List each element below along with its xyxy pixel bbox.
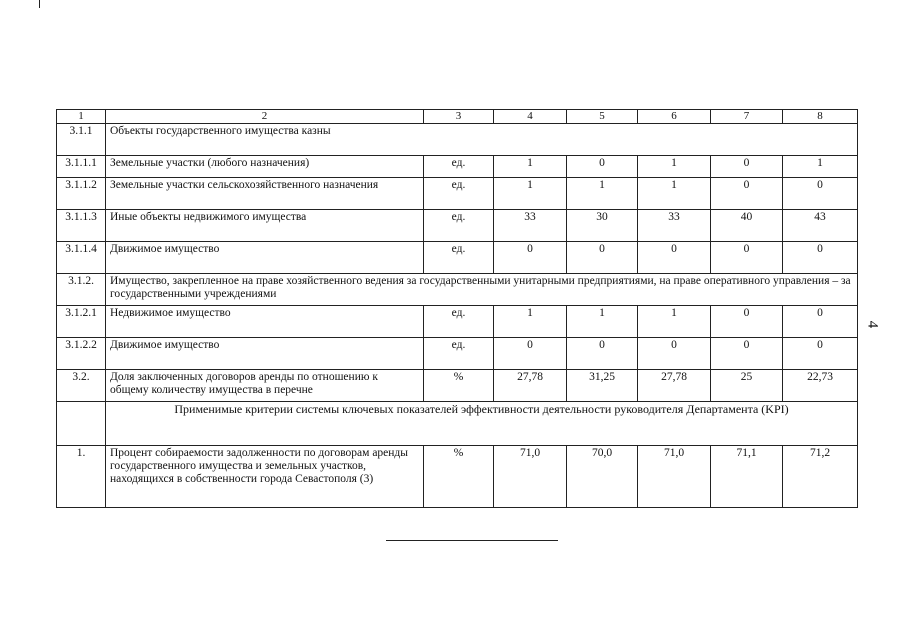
- header-cell: 5: [567, 110, 638, 124]
- row-unit: %: [424, 446, 494, 508]
- row-value: 0: [711, 306, 783, 338]
- row-code: 3.1.1: [57, 124, 106, 156]
- row-value: 0: [711, 178, 783, 210]
- row-value: 1: [638, 156, 711, 178]
- table-row: [57, 124, 858, 156]
- row-value: 1: [494, 306, 567, 338]
- header-cell: 3: [424, 110, 494, 124]
- row-code: 3.1.2.1: [57, 306, 106, 338]
- row-name: Земельные участки сельскохозяйственного назначения: [106, 178, 424, 210]
- row-value: 1: [567, 178, 638, 210]
- header-cell: 4: [494, 110, 567, 124]
- row-code: 3.1.2.2: [57, 338, 106, 370]
- row-name: Доля заключенных договоров аренды по отношению к общему количеству имущества в перечне: [106, 370, 424, 402]
- row-value: 0: [711, 242, 783, 274]
- row-value: 25: [711, 370, 783, 402]
- row-value: 0: [494, 242, 567, 274]
- table-row: [57, 274, 858, 306]
- row-value: 71,1: [711, 446, 783, 508]
- indicators-table: [56, 109, 858, 508]
- footer-rule: [386, 540, 558, 541]
- row-value: 71,0: [638, 446, 711, 508]
- row-name: Процент собираемости задолженности по договорам аренды государственного имущества и земельных участков, находящихся в собственности города Севастополя (3): [106, 446, 424, 508]
- page-number: 4: [864, 320, 881, 329]
- row-value: 43: [783, 210, 858, 242]
- table-row: [57, 242, 858, 274]
- row-unit: ед.: [424, 178, 494, 210]
- row-value: 1: [494, 156, 567, 178]
- table-row: [57, 178, 858, 210]
- table-row: [57, 210, 858, 242]
- table-row: [57, 156, 858, 178]
- row-value: 0: [783, 242, 858, 274]
- row-name: Объекты государственного имущества казны: [106, 124, 858, 156]
- row-value: 0: [567, 338, 638, 370]
- row-value: 33: [638, 210, 711, 242]
- row-name: Земельные участки (любого назначения): [106, 156, 424, 178]
- row-value: 22,73: [783, 370, 858, 402]
- row-value: 1: [567, 306, 638, 338]
- row-name: Недвижимое имущество: [106, 306, 424, 338]
- row-unit: ед.: [424, 338, 494, 370]
- row-code: 3.2.: [57, 370, 106, 402]
- row-value: 0: [783, 338, 858, 370]
- row-value: 27,78: [638, 370, 711, 402]
- row-code: 3.1.1.3: [57, 210, 106, 242]
- row-code: 3.1.2.: [57, 274, 106, 306]
- header-cell: 1: [57, 110, 106, 124]
- row-value: 31,25: [567, 370, 638, 402]
- row-value: 0: [494, 338, 567, 370]
- row-unit: ед.: [424, 242, 494, 274]
- row-value: 1: [638, 306, 711, 338]
- row-value: 0: [567, 242, 638, 274]
- row-value: 27,78: [494, 370, 567, 402]
- kpi-section-title: Применимые критерии системы ключевых показателей эффективности деятельности руководителя Департамента (KPI): [106, 402, 858, 446]
- row-value: 0: [638, 338, 711, 370]
- row-code: 3.1.1.2: [57, 178, 106, 210]
- row-code: 1.: [57, 446, 106, 508]
- header-cell: 2: [106, 110, 424, 124]
- scan-mark: [39, 0, 40, 8]
- table-row: [57, 338, 858, 370]
- table-row: [57, 370, 858, 402]
- row-value: 0: [783, 306, 858, 338]
- section-row: [57, 402, 858, 446]
- row-unit: %: [424, 370, 494, 402]
- row-value: 70,0: [567, 446, 638, 508]
- row-value: 0: [638, 242, 711, 274]
- row-value: 1: [783, 156, 858, 178]
- row-value: 1: [494, 178, 567, 210]
- header-row: [57, 110, 858, 124]
- row-value: 0: [711, 338, 783, 370]
- table-row: [57, 446, 858, 508]
- row-value: 33: [494, 210, 567, 242]
- row-value: 0: [783, 178, 858, 210]
- row-name: Имущество, закрепленное на праве хозяйственного ведения за государственными унитарными предприятиями, на праве оперативного управления – за государственными учреждениями: [106, 274, 858, 306]
- row-value: 71,0: [494, 446, 567, 508]
- table-row: [57, 306, 858, 338]
- header-cell: 8: [783, 110, 858, 124]
- row-name: Иные объекты недвижимого имущества: [106, 210, 424, 242]
- row-unit: ед.: [424, 306, 494, 338]
- row-code: [57, 402, 106, 446]
- header-cell: 7: [711, 110, 783, 124]
- row-code: 3.1.1.4: [57, 242, 106, 274]
- row-value: 0: [711, 156, 783, 178]
- row-unit: ед.: [424, 210, 494, 242]
- row-value: 1: [638, 178, 711, 210]
- row-value: 30: [567, 210, 638, 242]
- row-value: 40: [711, 210, 783, 242]
- row-code: 3.1.1.1: [57, 156, 106, 178]
- row-value: 71,2: [783, 446, 858, 508]
- row-name: Движимое имущество: [106, 338, 424, 370]
- header-cell: 6: [638, 110, 711, 124]
- row-unit: ед.: [424, 156, 494, 178]
- row-name: Движимое имущество: [106, 242, 424, 274]
- row-value: 0: [567, 156, 638, 178]
